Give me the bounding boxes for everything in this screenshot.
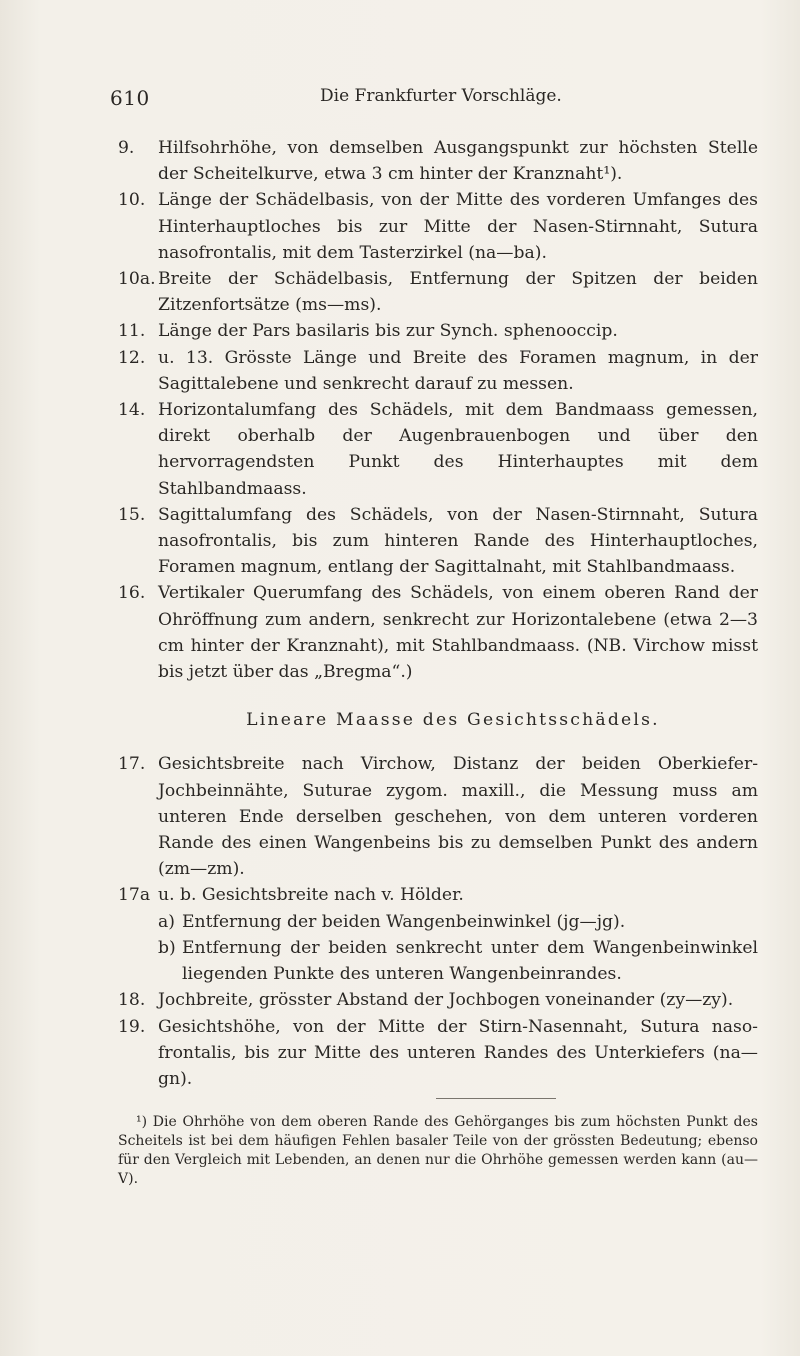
page-body bbox=[118, 135, 758, 1203]
item-text: Breite der Schädelbasis, Entfernung der Spitzen der beiden Zitzenfortsätze (ms—ms). bbox=[158, 269, 758, 316]
item-number: 17. bbox=[118, 754, 146, 775]
item-number: 10a. bbox=[118, 269, 156, 290]
list-item bbox=[118, 397, 758, 502]
sub-list-item bbox=[118, 935, 758, 987]
list-item bbox=[118, 135, 758, 187]
list-item bbox=[118, 345, 758, 397]
item-text: Vertikaler Querumfang des Schädels, von einem oberen Rand der Ohröffnung zum andern, senkrecht zur Horizontalebene (etwa 2—3 cm hinter der Kranznaht), mit Stahlbandmaass. (NB. Virchow misst bis jetzt über das „Bregma“.) bbox=[158, 583, 758, 683]
item-number: 17a bbox=[118, 885, 151, 906]
item-text: Länge der Schädelbasis, von der Mitte des vorderen Umfanges des Hinterhauptloches bis zur Mitte der Nasen-Stirnnaht, Sutura nasofrontalis, mit dem Tasterzirkel (na—ba). bbox=[158, 190, 758, 263]
item-number: b) bbox=[158, 937, 176, 958]
item-text: Länge der Pars basilaris bis zur Synch. sphenooccip. bbox=[158, 321, 618, 342]
item-text: Hilfsohrhöhe, von demselben Ausgangspunkt zur höchsten Stelle der Scheitelkurve, etwa 3 cm hinter der Kranznaht¹). bbox=[158, 138, 758, 185]
page-number: 610 bbox=[110, 86, 150, 110]
item-text: Horizontalumfang des Schädels, mit dem Bandmaass gemessen, direkt oberhalb der Augenbrauenbogen und über den hervorragendsten Punkt des Hinterhauptes mit dem Stahlbandmaass. bbox=[158, 400, 758, 499]
item-text: Entfernung der beiden senkrecht unter dem Wangenbeinwinkel liegenden Punkte des unteren Wangenbeinrandes. bbox=[182, 937, 758, 985]
section-heading: Lineare Maasse des Gesichtsschädels. bbox=[246, 710, 660, 731]
item-number: 14. bbox=[118, 400, 146, 421]
list-item bbox=[118, 502, 758, 581]
sub-list-item bbox=[118, 909, 758, 935]
running-head: Die Frankfurter Vorschläge. bbox=[320, 86, 562, 106]
list-item bbox=[118, 1014, 758, 1093]
footnote: ¹) Die Ohrhöhe von dem oberen Rande des Gehörganges bis zum höchsten Punkt des Scheitels ist bei dem häufigen Fehlen basaler Teile von der grössten Bedeutung; ebenso für den Vergleich mit Lebenden, an denen nur die Ohrhöhe gemessen werden kann (au—V). bbox=[118, 1114, 758, 1188]
item-text: Gesichtshöhe, von der Mitte der Stirn-Nasennaht, Sutura naso-frontalis, bis zur Mitte des unteren Randes des Unterkiefers (na—gn). bbox=[158, 1016, 758, 1089]
page-header bbox=[110, 86, 730, 114]
item-number: 15. bbox=[118, 504, 146, 525]
item-text: u. b. Gesichtsbreite nach v. Hölder. bbox=[158, 885, 464, 906]
list-item bbox=[118, 187, 758, 266]
list-item bbox=[118, 882, 758, 908]
item-number: 11. bbox=[118, 321, 146, 342]
item-number: 18. bbox=[118, 990, 146, 1011]
item-number: 9. bbox=[118, 138, 135, 158]
item-text: u. 13. Grösste Länge und Breite des Foramen magnum, in der Sagittalebene und senkrecht darauf zu messen. bbox=[158, 347, 758, 394]
item-number: a) bbox=[158, 911, 175, 932]
list-item bbox=[118, 318, 758, 344]
item-number: 16. bbox=[118, 583, 146, 604]
item-number: 10. bbox=[118, 190, 146, 211]
item-text: Sagittalumfang des Schädels, von der Nasen-Stirnnaht, Sutura nasofrontalis, bis zum hinteren Rande des Hinterhauptloches, Foramen magnum, entlang der Sagittalnaht, mit Stahlbandmaass. bbox=[158, 504, 758, 578]
item-number: 19. bbox=[118, 1016, 146, 1037]
list-item bbox=[118, 987, 758, 1013]
footnote-divider bbox=[436, 1098, 556, 1099]
list-item bbox=[118, 751, 758, 882]
item-text: Entfernung der beiden Wangenbeinwinkel (jg—jg). bbox=[182, 911, 626, 932]
list-item bbox=[118, 580, 758, 685]
item-text: Gesichtsbreite nach Virchow, Distanz der beiden Oberkiefer-Jochbeinnähte, Suturae zygom. maxill., die Messung muss am unteren Ende derselben geschehen, von dem unteren vorderen Rande des einen Wangenbeins bis zu demselben Punkt des andern (zm—zm). bbox=[158, 754, 758, 880]
item-number: 12. bbox=[118, 347, 146, 368]
list-item bbox=[118, 266, 758, 318]
item-text: Jochbreite, grösster Abstand der Jochbogen voneinander (zy—zy). bbox=[158, 990, 734, 1011]
